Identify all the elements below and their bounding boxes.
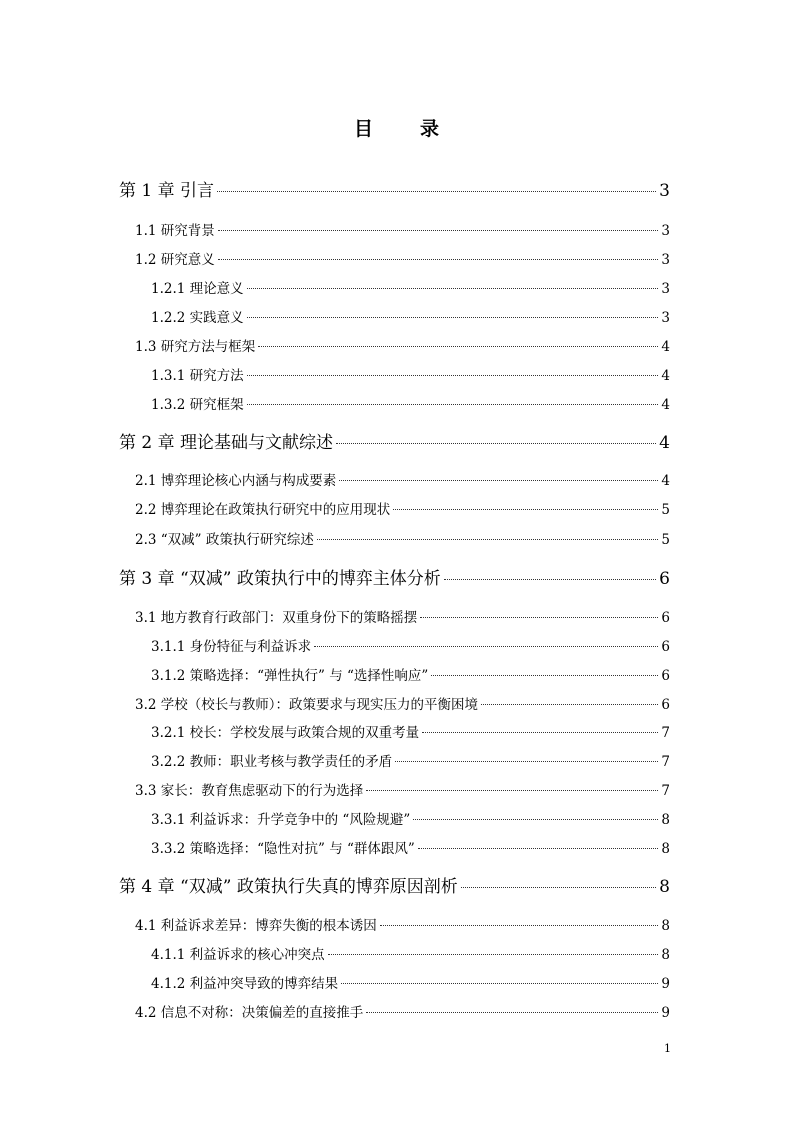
toc-entry[interactable] (119, 432, 670, 454)
toc-entry[interactable] (135, 249, 670, 271)
dot-leader (314, 646, 658, 647)
toc-entry-label: 1.1 研究背景 (135, 223, 215, 239)
toc-entry-page: 4 (661, 473, 670, 489)
toc-entry-page: 4 (659, 433, 670, 453)
toc-entry-label: 3.2.2 教师：职业考核与教学责任的矛盾 (151, 754, 393, 770)
toc-entry-page: 7 (661, 754, 670, 770)
dot-leader (218, 230, 659, 231)
dot-leader (431, 675, 658, 676)
toc-entry-page: 8 (659, 877, 670, 897)
toc-entry-page: 4 (661, 397, 670, 413)
toc-entry-label: 第 2 章 理论基础与文献综述 (119, 433, 334, 453)
toc-entry-label: 4.1.1 利益诉求的核心冲突点 (151, 947, 325, 963)
dot-leader (366, 1012, 658, 1013)
dot-leader (413, 819, 658, 820)
toc-entry[interactable] (151, 665, 670, 687)
toc-entry-page: 5 (661, 502, 670, 518)
toc-entry-page: 6 (661, 639, 670, 655)
toc-entry-page: 8 (661, 947, 670, 963)
dot-leader (366, 790, 658, 791)
toc-entry-page: 6 (661, 697, 670, 713)
dot-leader (444, 579, 656, 580)
toc-entry-page: 3 (661, 310, 670, 326)
toc-entry-page: 5 (661, 532, 670, 548)
toc-title: 目 录 (353, 118, 453, 140)
dot-leader (336, 443, 656, 444)
toc-entry-label: 3.1.1 身份特征与利益诉求 (151, 639, 312, 655)
toc-entry[interactable] (135, 1002, 670, 1024)
toc-entry-label: 1.3 研究方法与框架 (135, 339, 256, 355)
dot-leader (317, 539, 659, 540)
toc-entry-label: 第 3 章 “双减” 政策执行中的博弈主体分析 (119, 569, 441, 589)
dot-leader (247, 375, 659, 376)
toc-entry[interactable] (135, 694, 670, 716)
dot-leader (341, 983, 658, 984)
dot-leader (461, 887, 656, 888)
toc-entry[interactable] (135, 499, 670, 521)
dot-leader (422, 732, 658, 733)
toc-entry[interactable] (119, 876, 670, 898)
toc-entry[interactable] (135, 607, 670, 629)
toc-entry[interactable] (151, 278, 670, 300)
toc-entry[interactable] (135, 780, 670, 802)
toc-entry-page: 3 (661, 252, 670, 268)
toc-entry-page: 6 (661, 668, 670, 684)
toc-entry-page: 4 (661, 339, 670, 355)
toc-entry-label: 3.1 地方教育行政部门：双重身份下的策略摇摆 (135, 610, 418, 626)
dot-leader (481, 704, 658, 705)
toc-entry[interactable] (135, 336, 670, 358)
dot-leader (258, 346, 658, 347)
dot-leader (218, 259, 659, 260)
toc-entry[interactable] (151, 944, 670, 966)
toc-entry-page: 4 (661, 368, 670, 384)
toc-entry[interactable] (119, 568, 670, 590)
toc-entry-page: 3 (661, 281, 670, 297)
toc-entry[interactable] (151, 365, 670, 387)
toc-entry-page: 8 (661, 841, 670, 857)
toc-entry[interactable] (151, 636, 670, 658)
toc-entry-label: 2.3 “双减” 政策执行研究综述 (135, 532, 314, 548)
dot-leader (217, 191, 656, 192)
toc-entry-page: 6 (661, 610, 670, 626)
toc-entry-page: 7 (661, 783, 670, 799)
toc-entry-label: 1.2.1 理论意义 (151, 281, 244, 297)
dot-leader (247, 317, 659, 318)
dot-leader (328, 954, 659, 955)
toc-entry[interactable] (151, 307, 670, 329)
toc-entry-label: 3.2.1 校长：学校发展与政策合规的双重考量 (151, 725, 420, 741)
toc-entry-page: 3 (659, 181, 670, 201)
dot-leader (339, 480, 658, 481)
toc-entry[interactable] (135, 915, 670, 937)
toc-entry-label: 1.2.2 实践意义 (151, 310, 244, 326)
toc-entry[interactable] (135, 220, 670, 242)
toc-entry-label: 1.3.2 研究框架 (151, 397, 244, 413)
toc-entry[interactable] (151, 973, 670, 995)
toc-entry[interactable] (151, 838, 670, 860)
toc-entry-label: 3.2 学校（校长与教师）：政策要求与现实压力的平衡困境 (135, 697, 479, 713)
toc-entry-page: 9 (661, 976, 670, 992)
dot-leader (393, 509, 658, 510)
toc-entry[interactable] (151, 751, 670, 773)
toc-entry[interactable] (151, 722, 670, 744)
toc-entry-label: 4.1.2 利益冲突导致的博弈结果 (151, 976, 339, 992)
toc-entry-page: 3 (661, 223, 670, 239)
dot-leader (247, 288, 659, 289)
dot-leader (420, 617, 658, 618)
toc-entry-label: 4.2 信息不对称：决策偏差的直接推手 (135, 1005, 364, 1021)
toc-entry[interactable] (151, 809, 670, 831)
toc-entry-page: 8 (661, 918, 670, 934)
toc-entry-label: 1.3.1 研究方法 (151, 368, 244, 384)
toc-entry-label: 1.2 研究意义 (135, 252, 215, 268)
dot-leader (395, 761, 658, 762)
toc-entry-page: 7 (661, 725, 670, 741)
toc-entry-label: 3.3.2 策略选择：“隐性对抗” 与 “群体跟风” (151, 841, 415, 857)
toc-entry-label: 2.1 博弈理论核心内涵与构成要素 (135, 473, 337, 489)
dot-leader (247, 404, 659, 405)
toc-entry-page: 9 (661, 1005, 670, 1021)
toc-entry-label: 3.1.2 策略选择：“弹性执行” 与 “选择性响应” (151, 668, 429, 684)
toc-entry-label: 3.3 家长：教育焦虑驱动下的行为选择 (135, 783, 364, 799)
toc-entry[interactable] (119, 180, 670, 202)
toc-entry-label: 2.2 博弈理论在政策执行研究中的应用现状 (135, 502, 391, 518)
dot-leader (380, 925, 659, 926)
toc-entry-page: 6 (659, 569, 670, 589)
toc-entry[interactable] (135, 470, 670, 492)
toc-entry-label: 第 1 章 引言 (119, 181, 215, 201)
footer-page-number: 1 (664, 1042, 671, 1055)
toc-entry-label: 3.3.1 利益诉求：升学竞争中的 “风险规避” (151, 812, 411, 828)
toc-entry-page: 8 (661, 812, 670, 828)
toc-entry-label: 4.1 利益诉求差异：博弈失衡的根本诱因 (135, 918, 377, 934)
toc-entry[interactable] (135, 529, 670, 551)
dot-leader (418, 848, 659, 849)
toc-entry[interactable] (151, 394, 670, 416)
toc-entry-label: 第 4 章 “双减” 政策执行失真的博弈原因剖析 (119, 877, 458, 897)
